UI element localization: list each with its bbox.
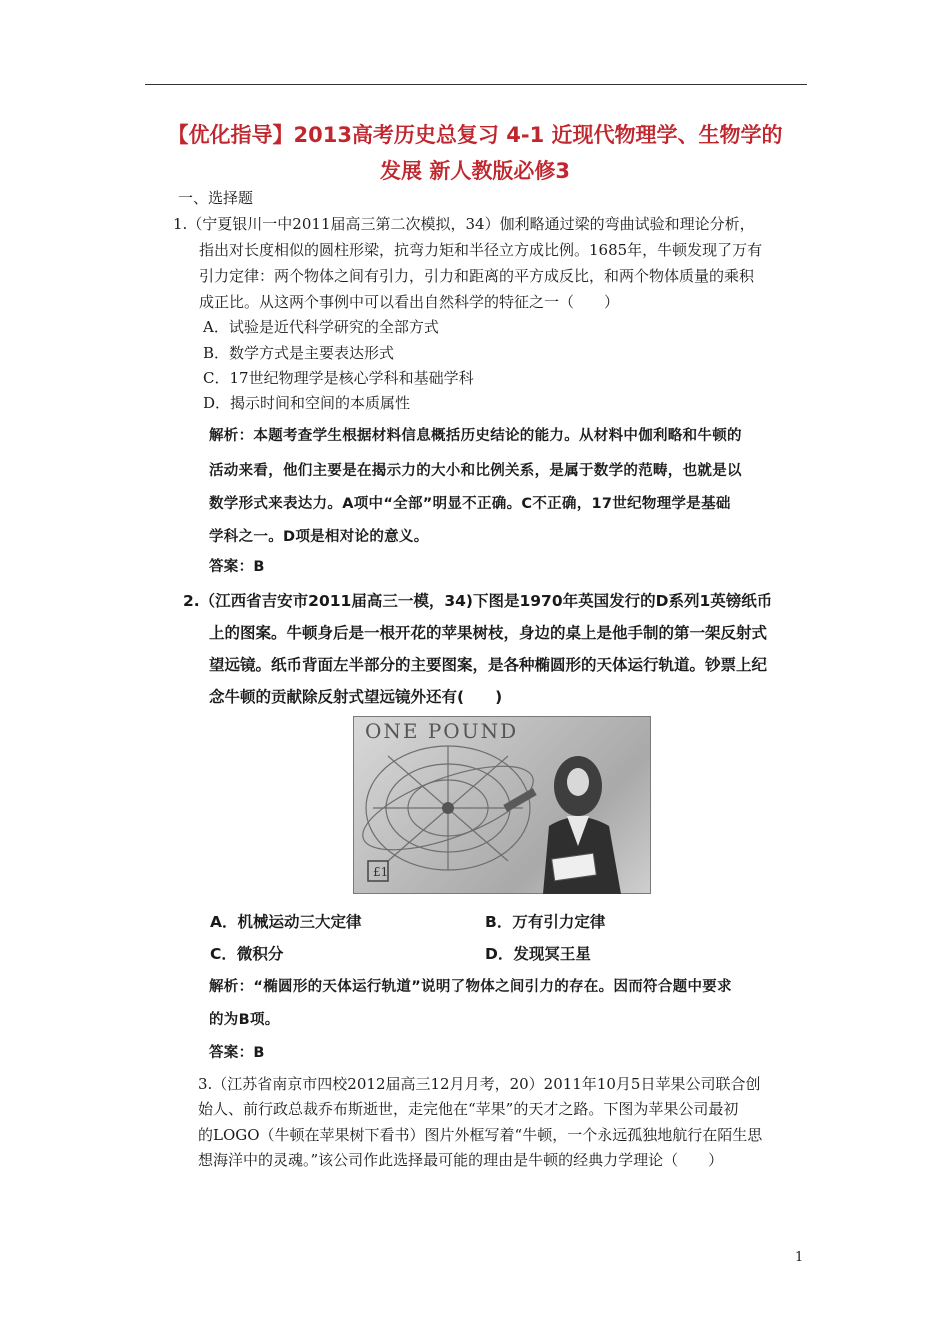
q1-option-c: C．17世纪物理学是核心学科和基础学科 xyxy=(203,369,474,387)
q2-answer: 答案：B xyxy=(209,1045,265,1061)
q1-analysis-line1: 解析：本题考查学生根据材料信息概括历史结论的能力。从材料中伽利略和牛顿的 xyxy=(209,428,742,444)
section-label: 一、选择题 xyxy=(178,189,254,207)
newton-banknote-image xyxy=(353,716,651,894)
q2-option-a: A．机械运动三大定律 xyxy=(210,913,362,931)
q3-line4: 想海洋中的灵魂。”该公司作此选择最可能的理由是牛顿的经典力学理论（ ） xyxy=(198,1151,724,1169)
q1-line3: 引力定律：两个物体之间有引力，引力和距离的平方成反比，和两个物体质量的乘积 xyxy=(199,267,755,285)
q2-line4: 念牛顿的贡献除反射式望远镜外还有( ) xyxy=(209,688,503,706)
q1-option-d: D．揭示时间和空间的本质属性 xyxy=(203,394,411,412)
q1-analysis-line2: 活动来看，他们主要是在揭示力的大小和比例关系，是属于数学的范畴，也就是以 xyxy=(209,463,742,479)
doc-title-line1: 【优化指导】2013高考历史总复习 4-1 近现代物理学、生物学的 xyxy=(167,123,783,147)
q1-line4: 成正比。从这两个事例中可以看出自然科学的特征之一（ ） xyxy=(199,293,620,311)
q2-option-d: D．发现冥王星 xyxy=(485,945,591,963)
q2-option-c: C．微积分 xyxy=(210,945,284,963)
q3-line1: 3.（江苏省南京市四校2012届高三12月月考，20）2011年10月5日苹果公司联合创 xyxy=(198,1075,761,1093)
q2-line2: 上的图案。牛顿身后是一根开花的苹果树枝，身边的桌上是他手制的第一架反射式 xyxy=(209,624,768,642)
q1-line1: 1.（宁夏银川一中2011届高三第二次模拟，34）伽利略通过梁的弯曲试验和理论分析， xyxy=(173,215,755,233)
q1-option-b: B．数学方式是主要表达形式 xyxy=(203,344,395,362)
q2-analysis-line1: 解析：“椭圆形的天体运行轨道”说明了物体之间引力的存在。因而符合题中要求 xyxy=(209,979,732,995)
doc-title-line2: 发展 新人教版必修3 xyxy=(380,159,570,183)
q1-analysis-line4: 学科之一。D项是相对论的意义。 xyxy=(209,529,429,545)
page-number: 1 xyxy=(795,1250,804,1265)
header-rule xyxy=(145,84,807,85)
q2-analysis-line2: 的为B项。 xyxy=(209,1012,280,1028)
q2-line3: 望远镜。纸币背面左半部分的主要图案，是各种椭圆形的天体运行轨道。钞票上纪 xyxy=(209,656,768,674)
q2-option-b: B．万有引力定律 xyxy=(485,913,606,931)
q1-line2: 指出对长度相似的圆柱形梁，抗弯力矩和半径立方成比例。1685年，牛顿发现了万有 xyxy=(199,241,763,259)
banknote-label: ONE POUND xyxy=(365,719,519,743)
q1-option-a: A．试验是近代科学研究的全部方式 xyxy=(203,318,439,336)
svg-text:£1: £1 xyxy=(373,865,389,879)
banknote-illustration xyxy=(353,716,651,894)
q3-line2: 始人、前行政总裁乔布斯逝世，走完他在“苹果”的天才之路。下图为苹果公司最初 xyxy=(198,1100,739,1118)
q2-line1: 2.（江西省吉安市2011届高三一模，34)下图是1970年英国发行的D系列1英镑纸币 xyxy=(183,592,773,610)
q1-analysis-line3: 数学形式来表达力。A项中“全部”明显不正确。C不正确，17世纪物理学是基础 xyxy=(209,496,731,512)
q1-answer: 答案：B xyxy=(209,559,265,575)
q3-line3: 的LOGO（牛顿在苹果树下看书）图片外框写着“牛顿，一个永远孤独地航行在陌生思 xyxy=(198,1126,763,1144)
